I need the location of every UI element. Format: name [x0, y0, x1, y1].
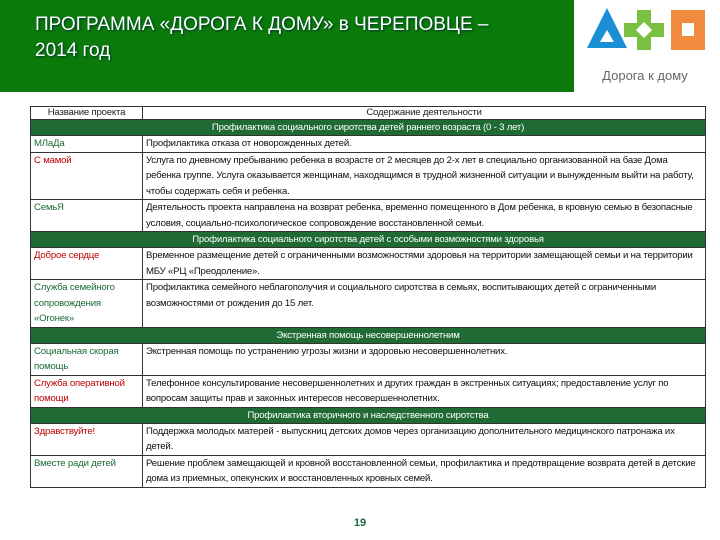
project-name: МЛаДа: [31, 136, 143, 153]
logo: [585, 6, 705, 92]
project-name: Доброе сердце: [31, 248, 143, 280]
project-name: СемьЯ: [31, 200, 143, 232]
table-row: [31, 136, 706, 153]
logo-icon: [585, 6, 705, 66]
page-title: [35, 12, 489, 64]
project-name: Служба семейного сопровождения «Огонек»: [31, 280, 143, 328]
project-description: Деятельность проекта направлена на возврат ребенка, временно помещенного в Дом ребенка, в кровную семью в безопасные условия, социально-психологическое сопровождение восстановленной семьи.: [143, 200, 706, 232]
table-row: [31, 248, 706, 280]
project-description: Услуга по дневному пребыванию ребенка в возрасте от 2 месяцев до 2-х лет в специально организованной на базе Дома ребенка группе. Услуга оказывается женщинам, находящимся в трудной жизненной ситуации и вынужденным выйти на работу, чтобы содержать себя и ребенка.: [143, 152, 706, 200]
project-description: Поддержка молодых матерей - выпускниц детских домов через организацию дополнительного медицинского патронажа их детей.: [143, 423, 706, 455]
section-title: Экстренная помощь несовершеннолетним: [31, 327, 706, 343]
project-name: Здравствуйте!: [31, 423, 143, 455]
project-name: С мамой: [31, 152, 143, 200]
project-name: Служба оперативной помощи: [31, 375, 143, 407]
project-description: Профилактика семейного неблагополучия и социального сиротства в семьях, воспитывающих детей с ограниченными возможностями от рождения до 15 лет.: [143, 280, 706, 328]
project-name: Социальная скорая помощь: [31, 343, 143, 375]
project-description: Профилактика отказа от новорожденных детей.: [143, 136, 706, 153]
project-description: Телефонное консультирование несовершеннолетних и других граждан в экстренных ситуациях; предоставление услуг по вопросам защиты прав и законных интересов несовершеннолетних.: [143, 375, 706, 407]
logo-text: Дорога к дому: [602, 68, 688, 83]
table-row: [31, 423, 706, 455]
header-name: Название проекта: [31, 107, 143, 120]
title-line-2: 2014 год: [35, 40, 111, 61]
title-line-1: ПРОГРАММА «ДОРОГА К ДОМУ» в ЧЕРЕПОВЦЕ –: [35, 14, 489, 35]
project-name: Вместе ради детей: [31, 455, 143, 487]
project-description: Экстренная помощь по устранению угрозы жизни и здоровью несовершеннолетних.: [143, 343, 706, 375]
section-row: [31, 120, 706, 136]
section-row: [31, 232, 706, 248]
table-row: [31, 152, 706, 200]
project-description: Решение проблем замещающей и кровной восстановленной семьи, профилактика и предотвращение возврата детей в детские дома из приемных, опекунских и восстановленных кровных семей.: [143, 455, 706, 487]
table-row: [31, 343, 706, 375]
header-content: Содержание деятельности: [143, 107, 706, 120]
table-row: [31, 455, 706, 487]
section-title: Профилактика вторичного и наследственного сиротства: [31, 407, 706, 423]
table-row: [31, 200, 706, 232]
section-row: [31, 327, 706, 343]
page-number: 19: [353, 517, 367, 529]
table-row: [31, 280, 706, 328]
title-banner: [0, 0, 574, 92]
project-description: Временное размещение детей с ограниченными возможностями здоровья на территории замещающей семьи и на территории МБУ «РЦ «Преодоление».: [143, 248, 706, 280]
section-title: Профилактика социального сиротства детей раннего возраста (0 - 3 лет): [31, 120, 706, 136]
projects-table: [30, 106, 706, 488]
section-title: Профилактика социального сиротства детей с особыми возможностями здоровья: [31, 232, 706, 248]
table-row: [31, 375, 706, 407]
table-header: [31, 107, 706, 120]
section-row: [31, 407, 706, 423]
